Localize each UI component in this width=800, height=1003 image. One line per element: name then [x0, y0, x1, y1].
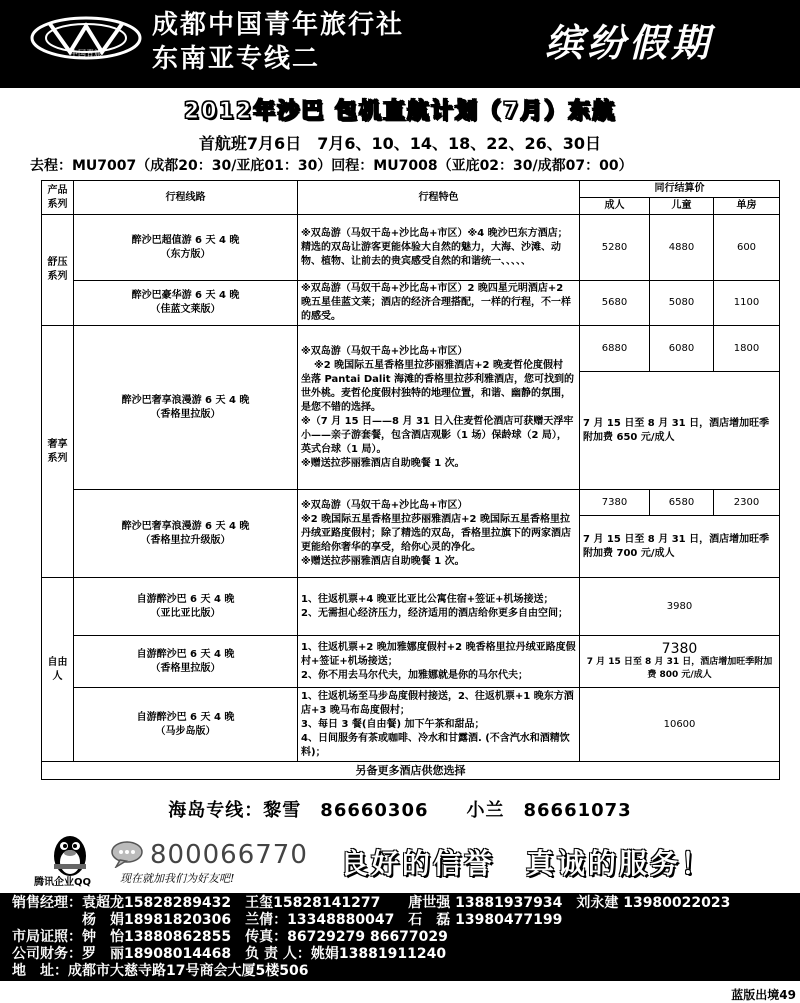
- col-single: 单房: [714, 198, 780, 215]
- col-route: 行程线路: [74, 181, 298, 215]
- col-price: 同行结算价: [580, 181, 780, 198]
- route-cell: 醉沙巴豪华游 6 天 4 晚 （佳蓝文莱版）: [74, 281, 298, 326]
- contact-footer: [0, 893, 800, 981]
- route-cell: 醉沙巴奢享浪漫游 6 天 4 晚 （香格里拉版）: [74, 326, 298, 490]
- logo-text: 中国青旅: [70, 49, 102, 58]
- price-adult: 7380: [580, 490, 650, 516]
- agency-name: [152, 8, 404, 76]
- price-child: 6080: [650, 326, 714, 372]
- itinerary-table: [41, 180, 780, 780]
- price-child: 6580: [650, 490, 714, 516]
- flight-dates: 首航班7月6日 7月6、10、14、18、22、26、30日: [198, 134, 602, 153]
- header-bar: [0, 0, 800, 88]
- motto: 良好的信誉 真诚的服务！: [340, 847, 713, 880]
- more-hotels: 另备更多酒店供您选择: [42, 762, 780, 780]
- surcharge-note: 7 月 15 日至 8 月 31 日，酒店增加旺季附加费 650 元/成人: [580, 372, 780, 490]
- price-package: 10600: [580, 688, 780, 762]
- contact-line: 销售经理：袁超龙15828289432 王玺15828141277 唐世强 13881937934 刘永建 13980022023: [12, 895, 731, 911]
- contact-line: 市局证照：钟 怡13880862855 传真：86729279 86677029: [12, 929, 448, 945]
- series-free: 自由人: [42, 578, 74, 762]
- series-relax: 舒压系列: [42, 215, 74, 326]
- price-package: 3980: [580, 578, 780, 636]
- price-adult: 5280: [580, 215, 650, 281]
- feature-cell: 1、往返机票+2 晚加雅娜度假村+2 晚香格里拉丹绒亚路度假村+签证+机场接送； 2、你不用去马尔代夫，加雅娜就是你的马尔代夫；: [298, 636, 580, 688]
- flight-route: 去程：MU7007（成都20：30/亚庇01：30）回程：MU7008（亚庇02：30/成都07：00）: [30, 158, 633, 174]
- route-cell: 自游醉沙巴 6 天 4 晚 （香格里拉版）: [74, 636, 298, 688]
- col-features: 行程特色: [298, 181, 580, 215]
- route-cell: 醉沙巴超值游 6 天 4 晚 （东方版）: [74, 215, 298, 281]
- page-number: 蓝版出境49: [731, 988, 796, 1002]
- table-row: [42, 762, 780, 780]
- col-series: 产品系列: [42, 181, 74, 215]
- header-slogan: 缤纷假期: [545, 20, 714, 65]
- price-single: 2300: [714, 490, 780, 516]
- feature-cell: 1、往返机票+4 晚亚比亚比公寓住宿+签证+机场接送； 2、无需担心经济压力，经济适用的酒店给你更多自由空间；: [298, 578, 580, 636]
- table-row: [42, 636, 780, 688]
- price-package: 7380 7 月 15 日至 8 月 31 日，酒店增加旺季附加费 800 元/成人: [580, 636, 780, 688]
- feature-cell: ※双岛游（马奴干岛+沙比岛+市区） ※2 晚国际五星香格里拉莎丽雅酒店+2 晚麦哲伦度假村 坐落 Pantai Dalit 海滩的香格里拉莎利雅酒店，您可找到的世外桃。麦哲伦度假村独特的地理位置，和谐、幽静的氛围， 是您不错的选择。 ※（7 月 15 日——8 月 31 日入住麦哲伦酒店可获赠天浮牢小——亲子游套餐，包含酒店观影（1 场）保龄球（2 局），英式台球（1 局）。 ※赠送拉莎丽雅酒店自助晚餐 1 次。: [298, 326, 580, 490]
- feature-cell: ※双岛游（马奴干岛+沙比岛+市区）※4 晚沙巴东方酒店；精选的双岛让游客更能体验大自然的魅力，大海、沙滩、动物、植物、让前去的贵宾感受自然的和谐统一、、、、、: [298, 215, 580, 281]
- surcharge-note: 7 月 15 日至 8 月 31 日，酒店增加旺季附加费 700 元/成人: [580, 516, 780, 578]
- island-hotline: 海岛专线：黎雪 86660306 小兰 86661073: [168, 800, 632, 821]
- table-row: [42, 688, 780, 762]
- col-child: 儿童: [650, 198, 714, 215]
- charter-banner: 2012年沙巴 包机直航计划（7月）东航: [183, 99, 617, 124]
- qq-label: 腾讯企业QQ: [34, 877, 92, 888]
- price-adult: 5680: [580, 281, 650, 326]
- table-row: [42, 281, 780, 326]
- route-cell: 醉沙巴奢享浪漫游 6 天 4 晚 （香格里拉升级版）: [74, 490, 298, 578]
- route-cell: 自游醉沙巴 6 天 4 晚 （马步岛版）: [74, 688, 298, 762]
- qq-slogan: 现在就加我们为好友吧!: [120, 872, 235, 885]
- contact-line: 杨 娟18981820306 兰倩：13348880047 石 磊 13980477199: [12, 912, 563, 928]
- price-child: 4880: [650, 215, 714, 281]
- price-single: 1100: [714, 281, 780, 326]
- price-adult: 6880: [580, 326, 650, 372]
- feature-cell: ※双岛游（马奴干岛+沙比岛+市区）2 晚四星元明酒店+2 晚五星佳蓝文莱；酒店的经济合理搭配，一样的行程，不一样的感受。: [298, 281, 580, 326]
- cyts-logo-icon: [30, 16, 142, 60]
- table-row: [42, 490, 780, 516]
- col-adult: 成人: [580, 198, 650, 215]
- table-row: [42, 326, 780, 372]
- contact-line: 公司财务：罗 丽18908014468 负 责 人：姚娟13881911240: [12, 946, 447, 962]
- table-row: [42, 215, 780, 281]
- price-single: 600: [714, 215, 780, 281]
- price-single: 1800: [714, 326, 780, 372]
- chat-bubble-icon: [110, 840, 144, 868]
- feature-cell: ※双岛游（马奴干岛+沙比岛+市区） ※2 晚国际五星香格里拉莎丽雅酒店+2 晚国际五星香格里拉丹绒亚路度假村；除了精选的双岛，香格里拉旗下的两家酒店更能给你奢华的享受，给你心灵的净化。 ※赠送拉莎丽雅酒店自助晚餐 1 次。: [298, 490, 580, 578]
- qq-number[interactable]: 800066770: [150, 840, 308, 870]
- agency-line2: 东南亚专线二: [152, 44, 321, 74]
- series-luxury: 奢享系列: [42, 326, 74, 578]
- table-row: [42, 578, 780, 636]
- route-cell: 自游醉沙巴 6 天 4 晚 （亚比亚比版）: [74, 578, 298, 636]
- price-child: 5080: [650, 281, 714, 326]
- contact-line: 地 址：成都市大慈寺路17号商会大厦5楼506: [12, 963, 309, 979]
- agency-line1: 成都中国青年旅行社: [152, 10, 405, 40]
- feature-cell: 1、往返机场至马步岛度假村接送，2、往返机票+1 晚东方酒店+3 晚马布岛度假村； 3、每日 3 餐(自由餐) 加下午茶和甜品； 4、日间服务有茶或咖啡、冷水和甘露酒. (不含汽水和酒精饮料)；: [298, 688, 580, 762]
